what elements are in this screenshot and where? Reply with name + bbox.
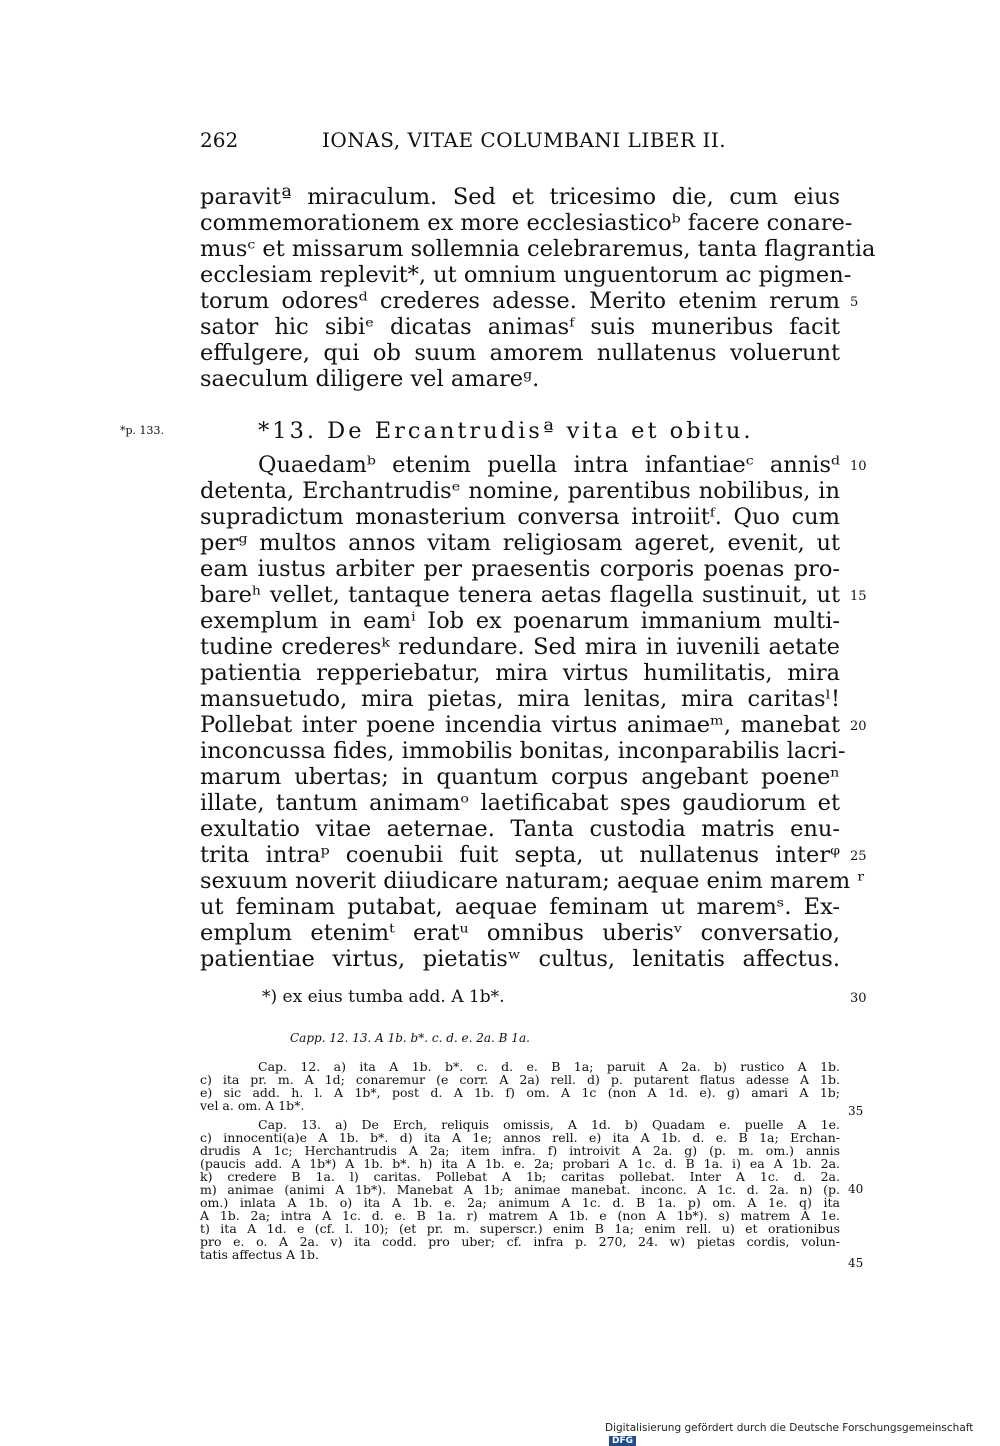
funding-footer	[605, 1422, 1000, 1446]
text-line: tudine crederesᵏ redundare. Sed mira in iuvenili aetate	[200, 634, 840, 660]
line-number: 25	[850, 849, 867, 864]
text-line: ut feminam putabat, aequae feminam ut maremˢ. Ex-	[200, 894, 840, 920]
text-line: commemorationem ex more ecclesiasticoᵇ facere conare-	[200, 210, 853, 236]
text-line: detenta, Erchantrudisᵉ nomine, parentibus nobilibus, in	[200, 478, 840, 504]
apparatus-line: Cap. 13. a) De Erch, reliquis omissis, A 1d. b) Quadam e. puelle A 1e.	[258, 1117, 840, 1132]
text-line: ecclesiam replevit*, ut omnium unguentorum ac pigmen-	[200, 262, 852, 288]
text-line: paravitª miraculum. Sed et tricesimo die, cum eius	[200, 184, 840, 210]
text-line: exemplum in eamⁱ Iob ex poenarum immanium multi-	[200, 608, 840, 634]
apparatus-line: Cap. 12. a) ita A 1b. b*. c. d. e. B 1a; paruit A 2a. b) rustico A 1b.	[258, 1059, 840, 1074]
text-line: patientia repperiebatur, mira virtus humilitatis, mira	[200, 660, 840, 686]
page-number: 262	[200, 128, 239, 152]
page-header	[200, 128, 840, 160]
text-line: supradictum monasterium conversa introiitᶠ. Quo cum	[200, 504, 840, 530]
line-number: 20	[850, 719, 867, 734]
line-number: 15	[850, 589, 867, 604]
text-line: bareʰ vellet, tantaque tenera aetas flagella sustinuit, ut	[200, 582, 840, 608]
text-line: illate, tantum animamᵒ laetificabat spes gaudiorum et	[200, 790, 840, 816]
line-number: 40	[848, 1182, 864, 1196]
text-line: saeculum diligere vel amareᵍ.	[200, 366, 540, 392]
text-line: eam iustus arbiter per praesentis corporis poenas pro-	[200, 556, 840, 582]
dfg-logo-icon: DFG	[609, 1436, 636, 1446]
text-line: inconcussa fides, immobilis bonitas, inconparabilis lacri-	[200, 738, 846, 764]
line-number: 45	[848, 1256, 864, 1270]
apparatus-line: pro e. o. A 2a. v) ita codd. pro uber; cf. infra p. 270, 24. w) pietas cordis, volun-	[200, 1234, 840, 1249]
apparatus-line: e) sic add. h. l. A 1b*, post d. A 1b. f) om. A 1c (non A 1d. e). g) amari A 1b;	[200, 1085, 840, 1100]
text-line: torum odoresᵈ crederes adesse. Merito etenim rerum	[200, 288, 840, 314]
line-number: 5	[850, 295, 859, 310]
text-line: sexuum noverit diiudicare naturam; aequae enim marem ʳ	[200, 868, 866, 894]
funding-note: Digitalisierung gefördert durch die Deutsche Forschungsgemeinschaft	[605, 1422, 974, 1434]
capp-line: Capp. 12. 13. A 1b. b*. c. d. e. 2a. B 1a.	[290, 1031, 530, 1045]
text-line: sator hic sibiᵉ dicatas animasᶠ suis muneribus facit	[200, 314, 840, 340]
text-line: Quaedamᵇ etenim puella intra infantiaeᶜ annisᵈ	[258, 452, 840, 478]
text-line: effulgere, qui ob suum amorem nullatenus voluerunt	[200, 340, 840, 366]
apparatus-line: m) animae (animi A 1b*). Manebat A 1b; animae manebat. inconc. A 1c. d. 2a. n) (p.	[200, 1182, 840, 1197]
apparatus-line: c) innocenti(a)e A 1b. b*. d) ita A 1e; annos rell. e) ita A 1b. d. e. B 1a; Erchan-	[200, 1130, 840, 1145]
apparatus-line: k) credere B 1a. l) caritas. Pollebat A 1b; caritas pollebat. Inter A 1c. d. 2a.	[200, 1169, 840, 1184]
apparatus-line: tatis affectus A 1b.	[200, 1247, 320, 1262]
apparatus-line: drudis A 1c; Herchantrudis A 2a; item infra. f) introivit A 2a. g) (p. m. om.) annis	[200, 1143, 840, 1158]
running-head: IONAS, VITAE COLUMBANI LIBER II.	[322, 128, 727, 152]
apparatus-line: A 1b. 2a; intra A 1c. d. e. B 1a. r) matrem A 1b. e (non A 1b*). s) matrem A 1e.	[200, 1208, 840, 1223]
footnote-star: *) ex eius tumba add. A 1b*.	[262, 987, 505, 1007]
text-line: mansuetudo, mira pietas, mira lenitas, mira caritasˡ!	[200, 686, 840, 712]
line-number: 35	[848, 1104, 864, 1118]
text-line: marum ubertas; in quantum corpus angebant poeneⁿ	[200, 764, 840, 790]
text-line: patientiae virtus, pietatisʷ cultus, lenitatis affectus.	[200, 946, 840, 972]
apparatus-line: om.) inlata A 1b. o) ita A 1b. e. 2a; animum A 1c. d. B 1a. p) om. A 1e. q) ita	[200, 1195, 840, 1210]
line-number: 30	[850, 991, 867, 1006]
apparatus-line: t) ita A 1d. e (cf. l. 10); (et pr. m. superscr.) enim B 1a; enim rell. u) et orationibus	[200, 1221, 840, 1236]
text-line: Pollebat inter poene incendia virtus animaeᵐ, manebat	[200, 712, 840, 738]
text-line: musᶜ et missarum sollemnia celebraremus, tanta flagrantia	[200, 236, 876, 262]
chapter-heading: *13. De Ercantrudisª vita et obitu.	[258, 418, 754, 444]
text-line: perᵍ multos annos vitam religiosam ageret, evenit, ut	[200, 530, 840, 556]
apparatus-line: vel a. om. A 1b*.	[200, 1098, 305, 1113]
text-line: trita intraᵖ coenubii fuit septa, ut nullatenus interᵠ	[200, 842, 840, 868]
apparatus-line: (paucis add. A 1b*) A 1b. b*. h) ita A 1b. e. 2a; probari A 1c. d. B 1a. i) ea A 1b. 2a.	[200, 1156, 840, 1171]
line-number: 10	[850, 459, 867, 474]
apparatus-line: c) ita pr. m. A 1d; conaremur (e corr. A 2a) rell. d) p. putarent flatus adesse A 1b.	[200, 1072, 840, 1087]
margin-page-reference: *p. 133.	[120, 424, 165, 437]
text-line: exultatio vitae aeternae. Tanta custodia matris enu-	[200, 816, 840, 842]
text-line: emplum etenimᵗ eratᵘ omnibus uberisᵛ conversatio,	[200, 920, 840, 946]
